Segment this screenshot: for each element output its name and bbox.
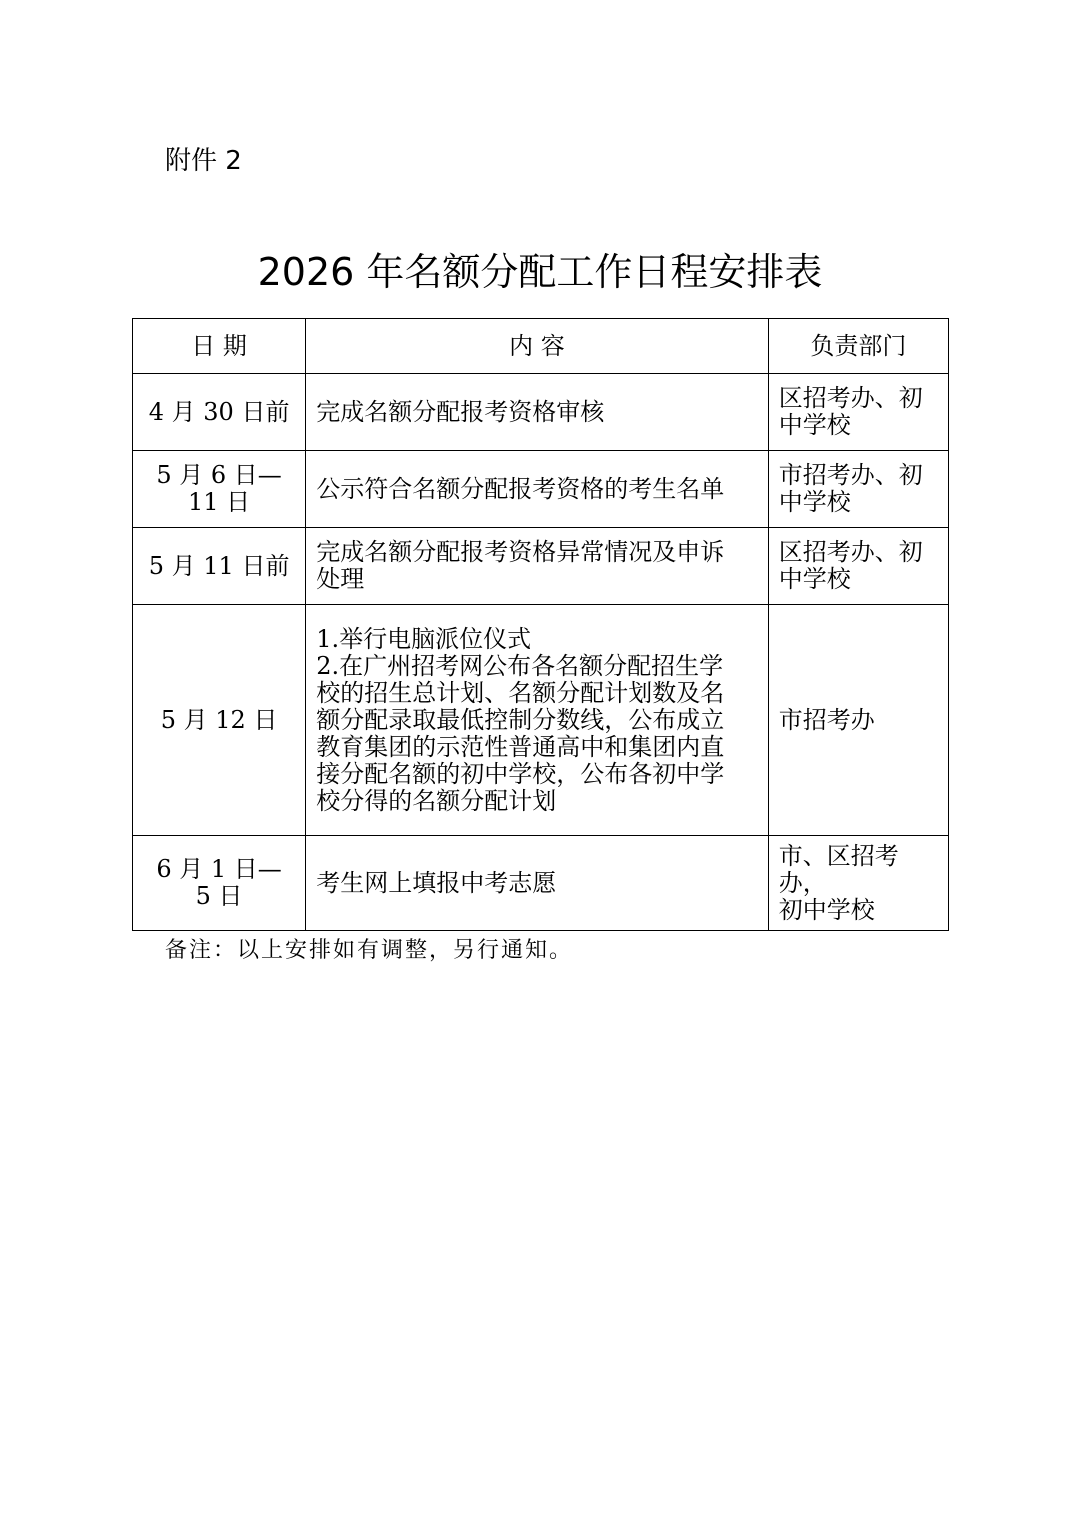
- table-row: [133, 836, 949, 931]
- content-line: 完成名额分配报考资格审核: [316, 397, 605, 426]
- table-row: [133, 605, 949, 836]
- content-line: 校分得的名额分配计划: [316, 786, 557, 815]
- date-line: 5 日: [195, 882, 243, 910]
- date-line: 11 日: [188, 488, 251, 516]
- date-line: 5 月 11 日前: [148, 551, 290, 580]
- dept-line: 市、区招考办，: [778, 841, 899, 897]
- table-header-row: [133, 319, 949, 374]
- table-row: [133, 528, 949, 605]
- dept-cell: [768, 374, 948, 451]
- content-line: 1.举行电脑派位仪式: [316, 624, 532, 653]
- date-line: 5 月 6 日—: [156, 461, 282, 489]
- content-line: 处理: [316, 565, 365, 593]
- header-date: 日 期: [133, 319, 306, 374]
- dept-line: 中学校: [778, 488, 851, 516]
- dept-line: 区招考办、初: [778, 538, 923, 566]
- header-content: 内 容: [306, 319, 769, 374]
- header-dept: 负责部门: [768, 319, 948, 374]
- date-line: 6 月 1 日—: [156, 855, 282, 883]
- dept-line: 中学校: [778, 565, 851, 593]
- date-cell: [133, 374, 306, 451]
- dept-line: 中学校: [778, 411, 851, 439]
- dept-cell: [768, 836, 948, 931]
- content-line: 考生网上填报中考志愿: [316, 868, 557, 897]
- dept-line: 市招考办: [778, 705, 875, 734]
- content-cell: [306, 605, 769, 836]
- dept-cell: [768, 528, 948, 605]
- schedule-table: [132, 318, 949, 931]
- dept-line: 市招考办、初: [778, 461, 923, 489]
- date-cell: [133, 451, 306, 528]
- dept-cell: [768, 605, 948, 836]
- date-cell: [133, 836, 306, 931]
- date-cell: [133, 528, 306, 605]
- content-line: 完成名额分配报考资格异常情况及申诉: [316, 538, 725, 566]
- attachment-label: 附件 2: [165, 146, 242, 176]
- dept-line: 初中学校: [778, 895, 875, 924]
- content-cell: [306, 528, 769, 605]
- table-row: [133, 451, 949, 528]
- content-cell: [306, 451, 769, 528]
- date-line: 4 月 30 日前: [148, 397, 290, 426]
- content-line: 教育集团的示范性普通高中和集团内直: [316, 732, 725, 761]
- dept-cell: [768, 451, 948, 528]
- content-line: 2.在广州招考网公布各名额分配招生学: [316, 651, 724, 680]
- content-line: 额分配录取最低控制分数线，公布成立: [316, 705, 725, 734]
- footnote: 备注：以上安排如有调整，另行通知。: [165, 938, 574, 963]
- content-line: 公示符合名额分配报考资格的考生名单: [316, 474, 725, 503]
- document-title: 2026 年名额分配工作日程安排表: [257, 250, 823, 294]
- content-cell: [306, 374, 769, 451]
- table-row: [133, 374, 949, 451]
- dept-line: 区招考办、初: [778, 384, 923, 412]
- content-line: 校的招生总计划、名额分配计划数及名: [316, 678, 725, 707]
- date-line: 5 月 12 日: [160, 705, 278, 734]
- content-line: 接分配名额的初中学校，公布各初中学: [316, 759, 725, 788]
- content-cell: [306, 836, 769, 931]
- date-cell: [133, 605, 306, 836]
